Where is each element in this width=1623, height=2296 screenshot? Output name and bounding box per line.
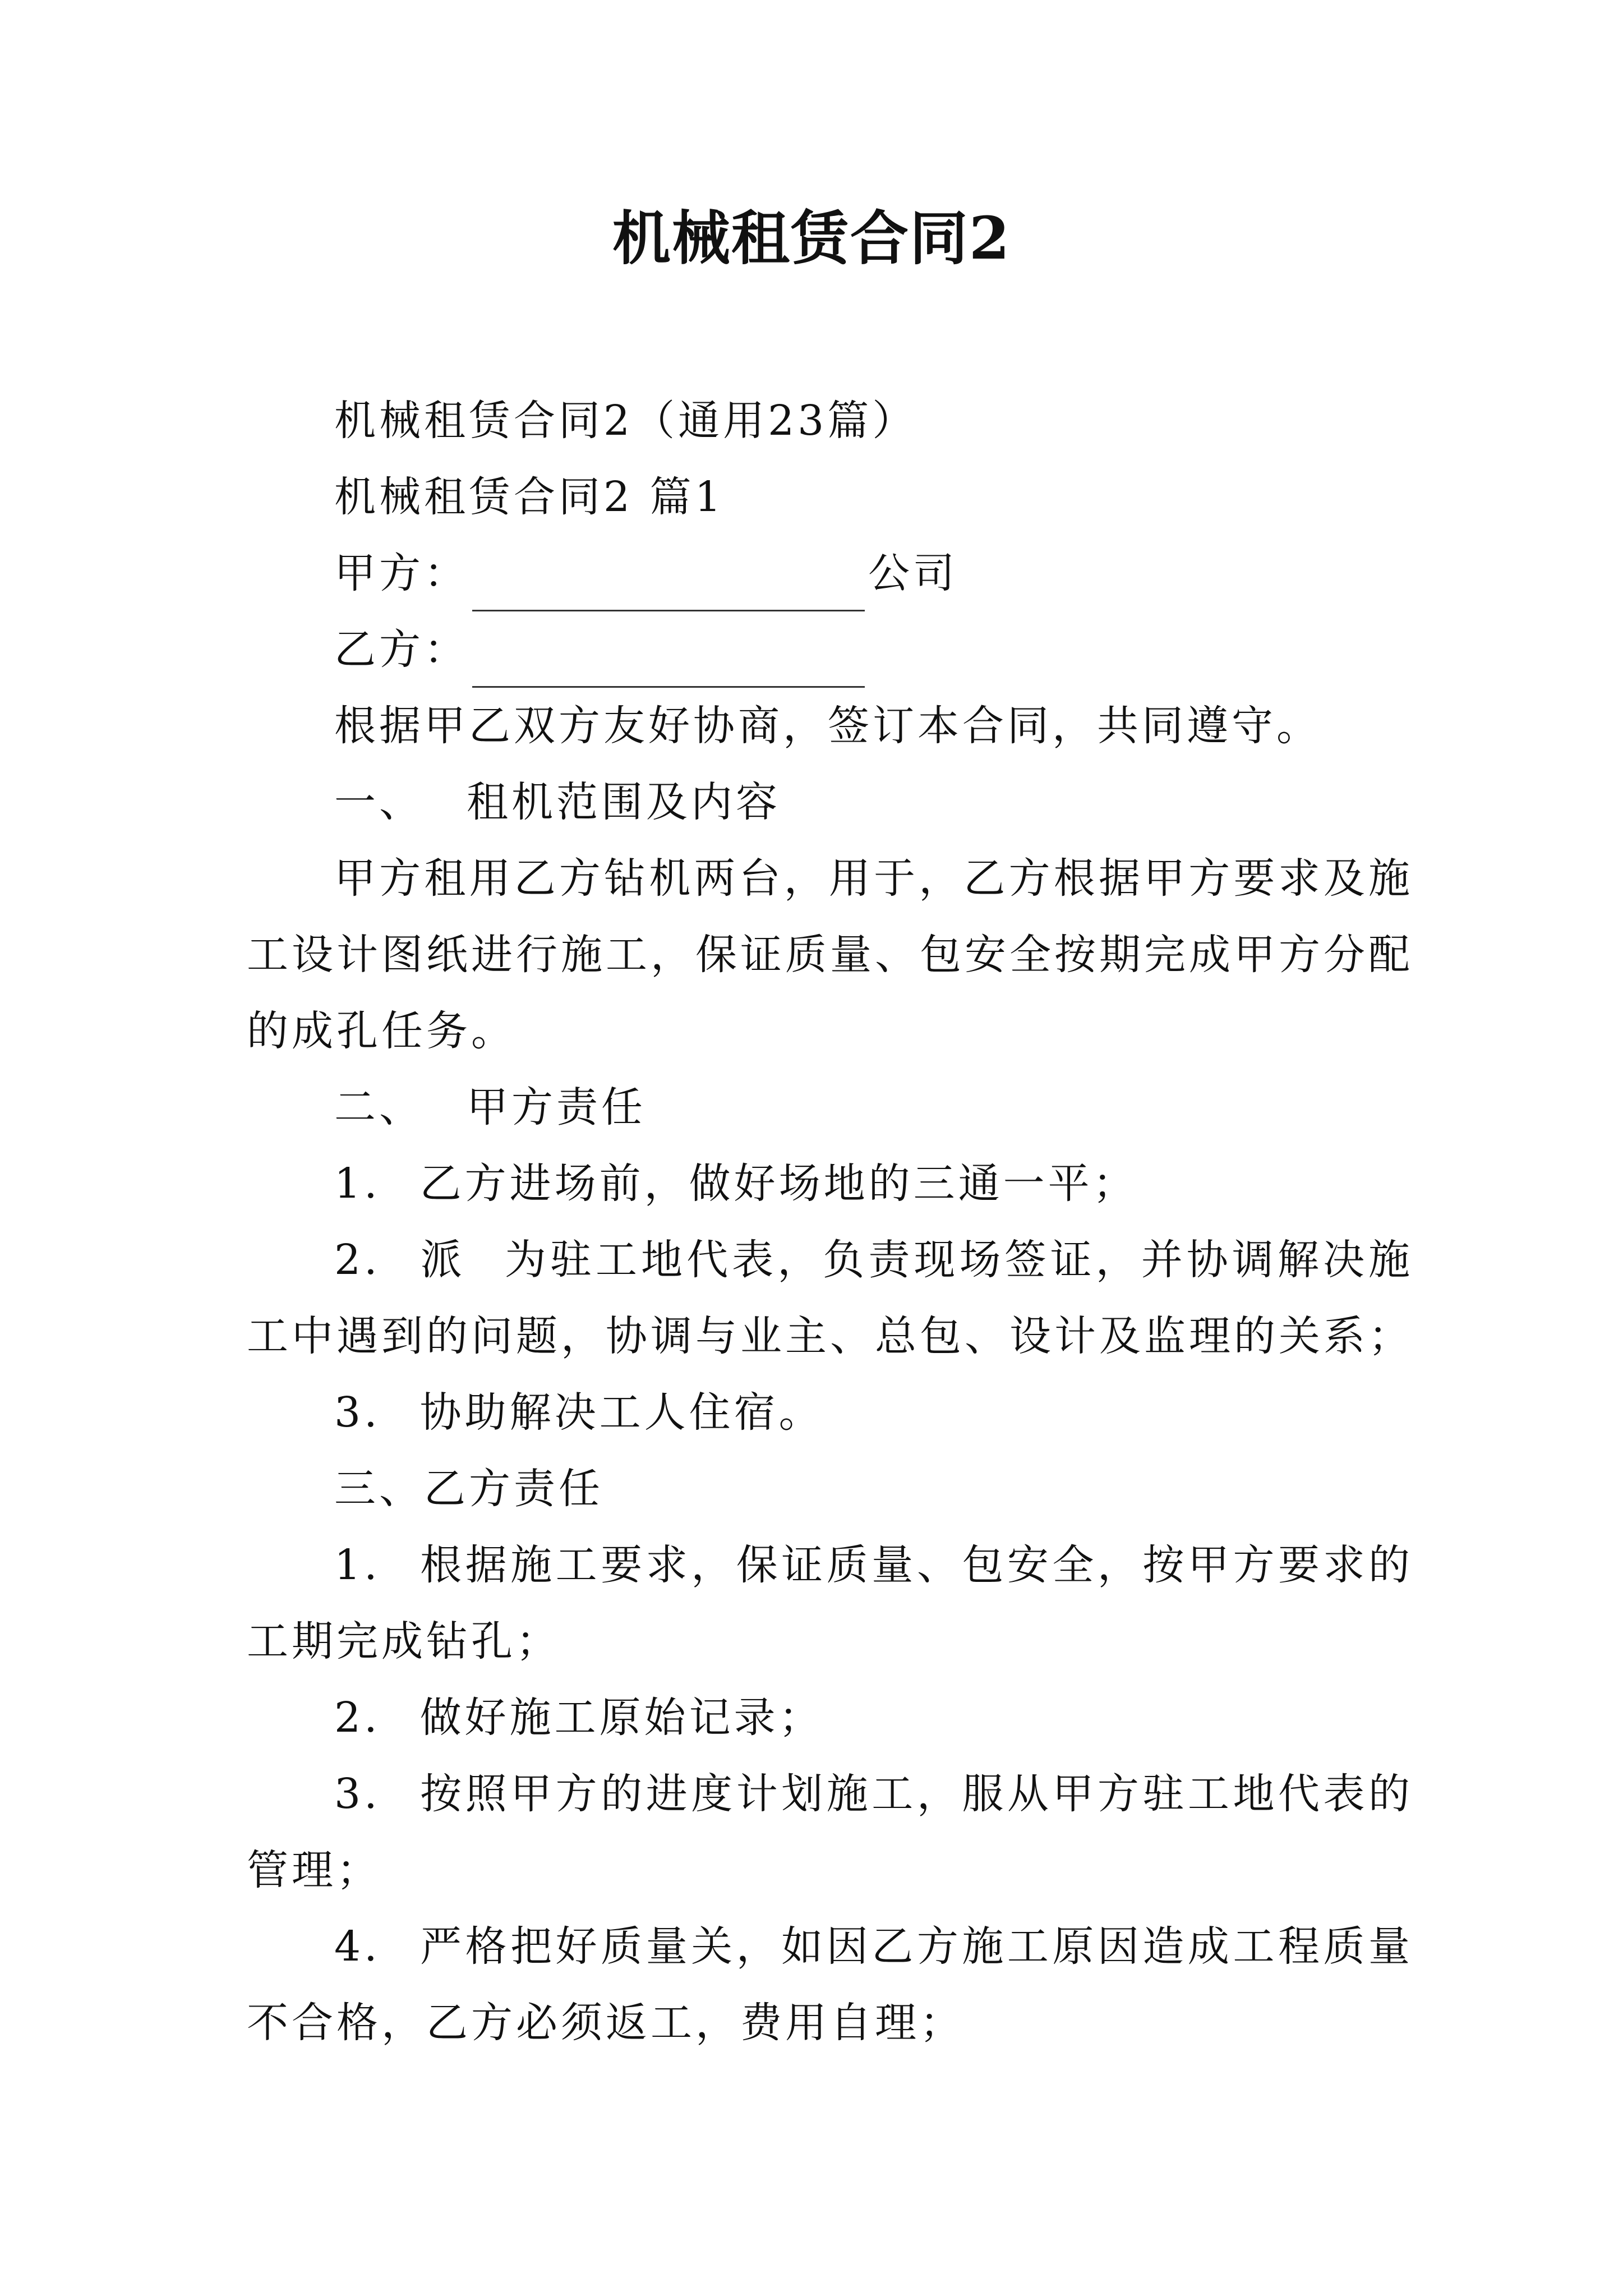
party-a-line [247,535,1413,611]
section-1-number: 一、 [334,778,424,826]
item-number: 3. [334,1388,381,1437]
item-text: 做好施工原始记录； [419,1694,824,1742]
item-text: 严格把好质量关，如因乙方施工原因造成工程质量不合格，乙方必须返工，费用自理； [247,1922,1413,2047]
section-2-item-3 [247,1374,1413,1451]
section-1-heading [247,764,1413,840]
section-1-body: 甲方租用乙方钻机两台，用于，乙方根据甲方要求及施工设计图纸进行施工，保证质量、包安全按期完成甲方分配的成孔任务。 [247,854,1413,1055]
party-b-blank [472,642,865,688]
item-number: 1. [334,1541,381,1589]
item-text-a: 派 [419,1236,466,1284]
item-number: 2. [334,1694,381,1742]
paragraph-part-heading: 机械租赁合同2 篇1 [334,473,725,521]
section-3-heading: 三、乙方责任 [334,1465,603,1513]
section-3-item-2 [247,1680,1413,1756]
item-text: 根据施工要求，保证质量、包安全，按甲方要求的工期完成钻孔； [247,1541,1413,1665]
paragraph-subtitle: 机械租赁合同2（通用23篇） [334,397,917,445]
party-a-label: 甲方： [334,549,469,597]
party-b-line [247,611,1413,688]
section-3-item-3 [247,1756,1413,1908]
section-3-item-4 [247,1908,1413,2061]
paragraph-intro: 根据甲乙双方友好协商，签订本合同，共同遵守。 [334,702,1321,750]
section-2-title: 甲方责任 [467,1083,646,1131]
item-number: 4. [334,1922,381,1971]
section-2-item-1 [247,1145,1413,1222]
section-1-title: 租机范围及内容 [467,778,781,826]
party-a-blank [472,566,865,611]
item-number: 2. [334,1236,381,1284]
item-number: 3. [334,1770,381,1818]
section-2-number: 二、 [334,1083,424,1131]
item-text-b: 为驻工地代表，负责现场签证，并协调解决施工中遇到的问题，协调与业主、总包、设计及监理的关系； [247,1236,1414,1360]
item-text: 乙方进场前，做好场地的三通一平； [419,1159,1138,1208]
document-title: 机械租赁合同2 [612,204,1011,273]
section-3-item-1 [247,1527,1413,1680]
party-a-suffix: 公司 [868,549,958,597]
party-b-label: 乙方： [334,625,469,674]
section-2-heading [247,1069,1413,1145]
document-body [247,383,1413,2061]
item-number: 1. [334,1159,381,1208]
item-text: 按照甲方的进度计划施工，服从甲方驻工地代表的管理； [247,1770,1413,1894]
item-text: 协助解决工人住宿。 [419,1388,824,1437]
section-2-item-2 [247,1222,1413,1374]
